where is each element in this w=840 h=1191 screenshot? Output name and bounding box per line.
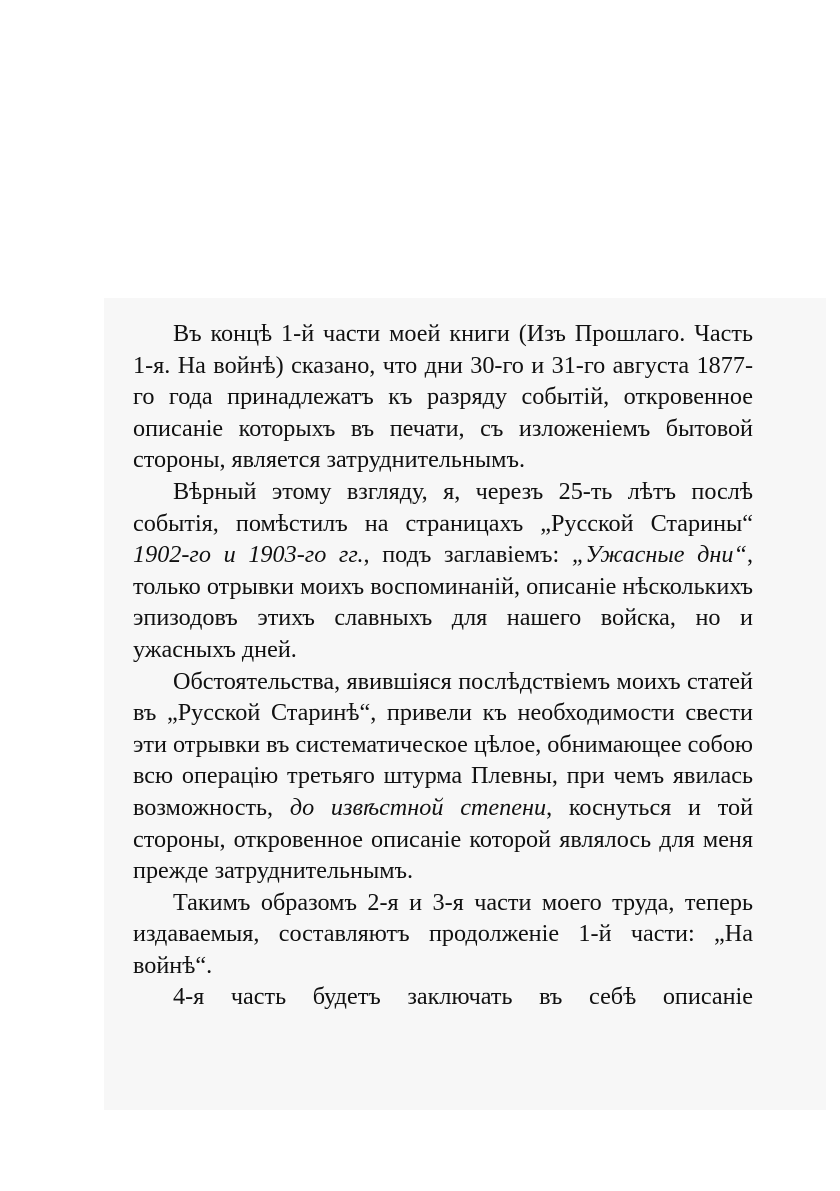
paragraph: 4-я часть будетъ заключать въ себѣ описаніе bbox=[173, 983, 753, 1011]
italic-text: до извѣстной степени bbox=[289, 793, 547, 821]
paragraph: Обстоятельства, явившіяся послѣдствіемъ моихъ статей въ „Русской Старинѣ“, привели къ необходимости свести эти отрывки въ систематическое цѣлое, обнимающее собою всю операцію третьяго штурма Плевны, при чемъ явилась возможность, до извѣстной степени, коснуться и той стороны, откровенное описаніе которой являлось для меня прежде затруднительнымъ. bbox=[133, 667, 754, 885]
paragraph: Вѣрный этому взгляду, я, черезъ 25-ть лѣтъ послѣ событія, помѣстилъ на страницахъ „Русской Старины“ 1902-го и 1903-го гг., подъ заглавіемъ: „Ужасные дни“, только отрывки моихъ воспоминаній, описаніе нѣсколькихъ эпизодовъ этихъ славныхъ для нашего войска, но и ужасныхъ дней. bbox=[133, 477, 753, 663]
italic-text: „Ужасные дни“ bbox=[571, 541, 747, 569]
italic-text: 1902-го и 1903-го гг. bbox=[133, 541, 364, 569]
paragraph: Въ концѣ 1-й части моей книги (Изъ Прошлаго. Часть 1-я. На войнѣ) сказано, что дни 30-го и 31-го августа 1877-го года принадлежатъ къ разряду событій, откровенное описаніе которыхъ въ печати, съ изложеніемъ бытовой стороны, является затруднительнымъ. bbox=[133, 320, 753, 474]
text-body bbox=[133, 318, 753, 1013]
paragraph: Такимъ образомъ 2-я и 3-я части моего труда, теперь издаваемыя, составляютъ продолженіе 1-й части: „На войнѣ“. bbox=[133, 888, 753, 979]
